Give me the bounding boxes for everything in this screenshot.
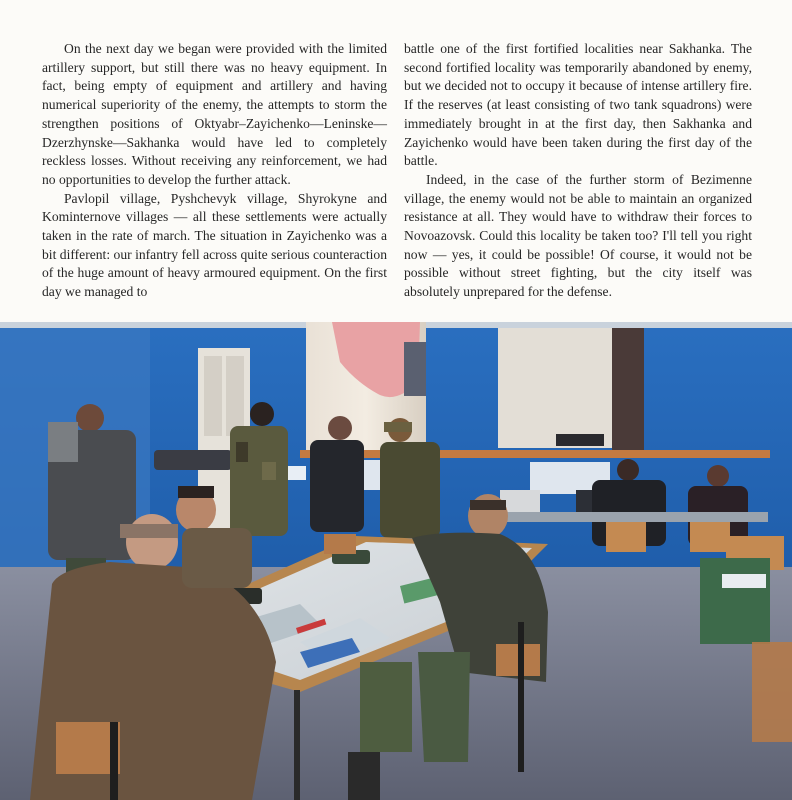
back-shelf bbox=[300, 450, 770, 458]
projector bbox=[154, 450, 232, 470]
photo-illustration bbox=[0, 322, 792, 800]
chair-edge-right bbox=[752, 642, 792, 742]
projector-screen bbox=[498, 328, 616, 448]
briefing-room-photo bbox=[0, 322, 792, 800]
article-text bbox=[42, 40, 752, 320]
window-blinds bbox=[404, 342, 426, 396]
chair-near-table bbox=[324, 534, 356, 554]
right-paragraph-1: battle one of the first fortified localities near Sakhanka. The second fortified locality was temporarily abandoned by enemy, but we decided not to occupy it because of intense artillery fire. If the reserves (at least consisting of two tank squadrons) were immediately brought in at the first day, then Sakhanka and Zayichenko would have been taken during the first day of the battle. bbox=[404, 41, 752, 169]
back-desk bbox=[488, 512, 768, 522]
left-column bbox=[42, 40, 387, 320]
dark-curtain bbox=[612, 328, 644, 456]
right-paragraph-2: Indeed, in the case of the further storm of Bezimenne village, the enemy would not be able to maintain an organized resistance at all. They would have to withdraw their forces to Novoazovsk. Could this locality be taken too? I'll tell you right now — yes, it could be possible! Of course, it would not be possible without street fighting, but the city itself was absolutely unprepared for the defense. bbox=[404, 171, 752, 300]
right-column bbox=[404, 40, 752, 320]
left-paragraph-2: Pavlopil village, Pyshchevyk village, Shyrokyne and Kominternove villages — all these settlements were actually taken in the rate of march. The situation in Zayichenko was a bit different: our infantry fell across quite serious counteraction of the huge amount of heavy armoured equipment. On the first day we managed to bbox=[42, 190, 387, 300]
speaker bbox=[556, 434, 604, 446]
left-paragraph-1: On the next day we began were provided with the limited artillery support, but still there was no heavy equipment. In fact, being empty of equipment and artillery and having numerical superiority of the enemy, the attempts to storm the strengthen positions of Oktyabr–Zayichenko—Leninske—Dzerzhynske—Sakhanka would have led to completely reckless losses. Without receiving any reinforcement, we had no opportunities to develop the further attack. bbox=[42, 41, 387, 187]
green-crate bbox=[700, 558, 770, 644]
